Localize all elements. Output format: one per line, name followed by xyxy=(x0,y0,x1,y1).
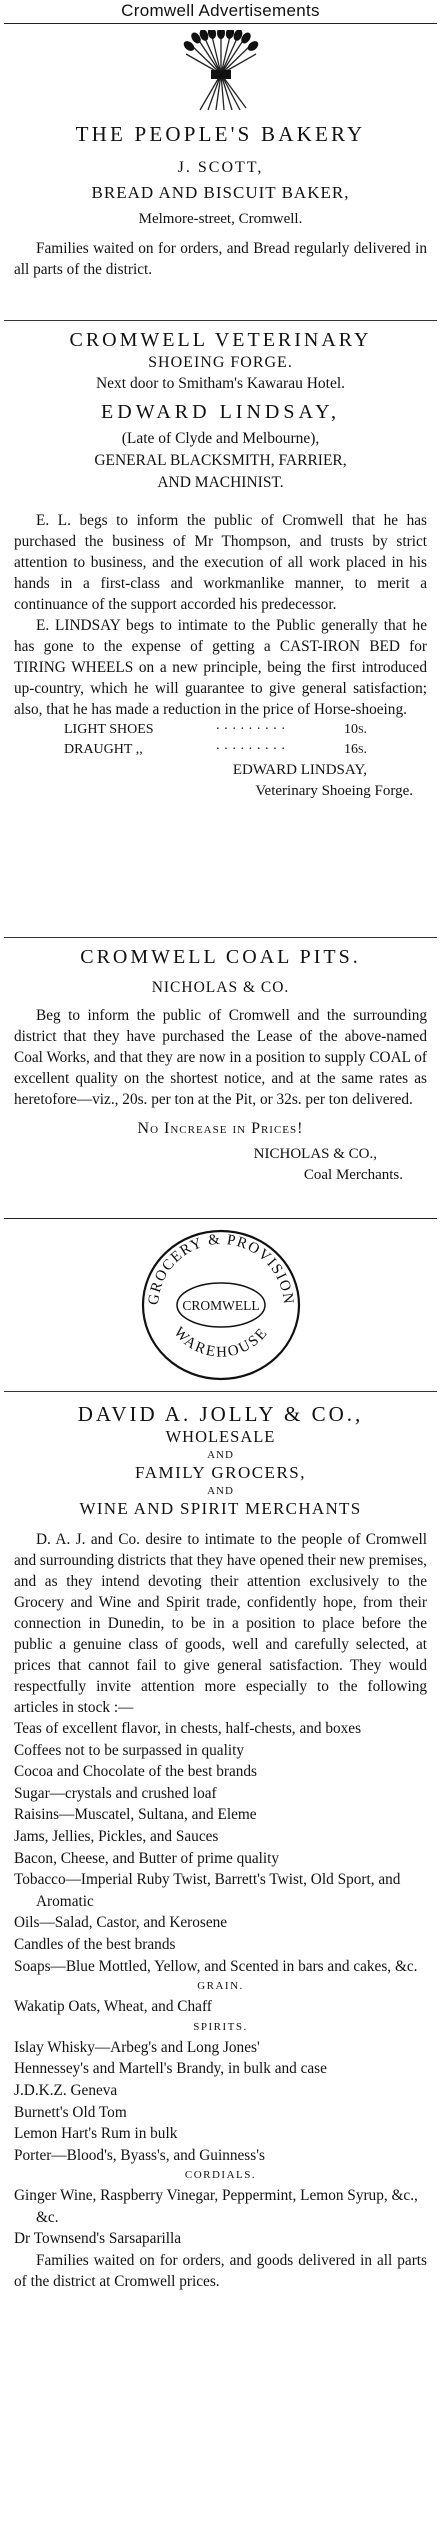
list-item: Dr Townsend's Sarsaparilla xyxy=(14,2230,182,2248)
list-item: Burnett's Old Tom xyxy=(14,2103,127,2121)
bakery-title: THE PEOPLE'S BAKERY xyxy=(75,122,366,146)
price-row-draught xyxy=(64,740,367,760)
forge-late-of: (Late of Clyde and Melbourne), xyxy=(121,430,320,447)
divider-rule xyxy=(4,937,437,938)
list-item: Oils—Salad, Castor, and Kerosene xyxy=(14,1914,228,1932)
divider-rule xyxy=(4,320,437,321)
stamp-center-text: CROMWELL xyxy=(181,1298,260,1313)
svg-text:WAREHOUSE xyxy=(170,1324,271,1360)
coal-signature-name: NICHOLAS & CO., xyxy=(253,1146,377,1162)
list-item: Hennessey's and Martell's Brandy, in bulk and case xyxy=(14,2060,327,2078)
grocer-intro: D. A. J. and Co. desire to intimate to the people of Cromwell and surrounding districts that they have opened their new premises, and as they intend devoting their attention exclusively to the Grocery and Wine and Spirit trade, confidently hope, from their connection in Dunedin, to be in a position to place before the public a genuine class of goods, well and carefully selected, at prices that cannot fail to give general satisfaction. They would respectfully invite attention more especially to the following articles in stock :— xyxy=(14,1531,427,1716)
forge-price-list xyxy=(14,720,427,760)
price-value: 10s. xyxy=(343,722,367,737)
warehouse-stamp-icon xyxy=(136,1225,306,1385)
list-item: Cocoa and Chocolate of the best brands xyxy=(14,1763,257,1781)
stamp-ring-bottom: WAREHOUSE xyxy=(169,1324,272,1361)
coal-title: CROMWELL COAL PITS. xyxy=(80,946,361,968)
spirits-heading: SPIRITS. xyxy=(193,2020,248,2033)
forge-location: Next door to Smitham's Kawarau Hotel. xyxy=(95,375,346,392)
bakery-advert xyxy=(0,24,441,320)
wheat-sheaf-icon xyxy=(14,24,427,116)
list-item: Jams, Jellies, Pickles, and Sauces xyxy=(14,1827,219,1845)
grocer-wholesale: WHOLESALE xyxy=(165,1427,276,1446)
grocer-item-list xyxy=(14,1718,427,2250)
bakery-proprietor: J. SCOTT, xyxy=(177,159,264,176)
svg-text:GROCERY & PROVISION xyxy=(145,1232,295,1306)
grocer-advert xyxy=(0,1402,441,2292)
list-item: Porter—Blood's, Byass's, and Guinness's xyxy=(14,2146,265,2164)
forge-signature-title: Veterinary Shoeing Forge. xyxy=(255,783,413,799)
price-row-light-shoes xyxy=(64,720,367,740)
coal-no-increase: No Increase in Prices! xyxy=(137,1120,304,1137)
list-item: Bacon, Cheese, and Butter of prime quality xyxy=(14,1849,280,1867)
forge-trade-line-1: GENERAL BLACKSMITH, FARRIER, xyxy=(94,452,347,469)
coal-body: Beg to inform the public of Cromwell and the surrounding district that they have purchased the Lease of the above-named Coal Works, and that they are now in a position to supply COAL of excellent quality on the shortest notice, and at the same rates as heretofore—viz., 20s. per ton at the Pit, or 32s. per ton delivered. xyxy=(14,1007,427,1108)
grocer-closing: Families waited on for orders, and goods delivered in all parts of the district at Cromwell prices. xyxy=(14,2252,427,2291)
list-item: Tobacco—Imperial Ruby Twist, Barrett's Twist, Old Sport, and Aromatic xyxy=(14,1871,401,1910)
list-item: J.D.K.Z. Geneva xyxy=(14,2081,118,2099)
list-item: Islay Whisky—Arbeg's and Long Jones' xyxy=(14,2038,260,2056)
coal-advert xyxy=(0,946,441,1218)
cordials-heading: CORDIALS. xyxy=(184,2169,257,2182)
list-item: Candles of the best brands xyxy=(14,1935,176,1953)
grocer-title: DAVID A. JOLLY & CO., xyxy=(77,1402,364,1426)
forge-paragraph-2: E. LINDSAY begs to intimate to the Public generally that he has gone to the expense of getting a CAST-IRON BED for TIRING WHEELS on a new principle, being the first introduced up-country, which he will guarantee to give general satisfaction; also, that he has made a reduction in the price of Horse-shoeing. xyxy=(14,617,427,718)
list-item: Teas of excellent flavor, in chests, half-chests, and boxes xyxy=(14,1720,362,1737)
bakery-trade: BREAD AND BISCUIT BAKER, xyxy=(91,183,350,202)
list-item: Raisins—Muscatel, Sultana, and Eleme xyxy=(14,1806,257,1824)
price-value: 16s. xyxy=(343,742,367,757)
coal-firm: NICHOLAS & CO. xyxy=(151,979,290,996)
page-header-title: Cromwell Advertisements xyxy=(121,1,320,20)
grocer-family-grocers: FAMILY GROCERS, xyxy=(135,1463,306,1482)
warehouse-stamp xyxy=(0,1219,441,1391)
bakery-notice: Families waited on for orders, and Bread regularly delivered in all parts of the district. xyxy=(14,240,427,278)
forge-advert xyxy=(0,329,441,937)
price-label: DRAUGHT ,, xyxy=(64,742,143,757)
forge-subtitle: SHOEING FORGE. xyxy=(148,354,293,371)
grocer-wine-spirit: WINE AND SPIRIT MERCHANTS xyxy=(79,1499,362,1518)
grain-heading: GRAIN. xyxy=(197,1980,244,1993)
list-item: Coffees not to be surpassed in quality xyxy=(14,1741,244,1759)
price-label: LIGHT SHOES xyxy=(64,722,154,737)
list-item: Ginger Wine, Raspberry Vinegar, Peppermint, Lemon Syrup, &c., &c. xyxy=(14,2187,418,2226)
list-item: Soaps—Blue Mottled, Yellow, and Scented in bars and cakes, &c. xyxy=(14,1957,418,1975)
forge-title: CROMWELL VETERINARY xyxy=(69,329,372,351)
grocer-and-2: AND xyxy=(207,1485,234,1497)
forge-signature-name: EDWARD LINDSAY, xyxy=(232,762,367,778)
price-dots: · · · · · · · · · xyxy=(215,722,286,737)
stamp-ring-top: GROCERY & PROVISION xyxy=(145,1231,296,1306)
forge-proprietor-name: EDWARD LINDSAY, xyxy=(101,401,340,423)
forge-trade-line-2: AND MACHINIST. xyxy=(157,474,284,491)
bakery-address: Melmore-street, Cromwell. xyxy=(138,211,303,227)
grocer-and-1: AND xyxy=(207,1449,234,1461)
list-item: Sugar—crystals and crushed loaf xyxy=(14,1784,217,1802)
list-item: Lemon Hart's Rum in bulk xyxy=(14,2125,178,2143)
forge-paragraph-1: E. L. begs to inform the public of Cromwell that he has purchased the business of Mr Thompson, and trusts by strict attention to business, and the execution of all work placed in his hands in a first-class and workmanlike manner, to merit a continuance of the support accorded his predecessor. xyxy=(14,512,427,613)
divider-rule xyxy=(4,1391,437,1392)
price-dots: · · · · · · · · · xyxy=(215,742,286,757)
list-item: Wakatip Oats, Wheat, and Chaff xyxy=(14,1998,212,2016)
coal-signature-title: Coal Merchants. xyxy=(303,1167,403,1183)
